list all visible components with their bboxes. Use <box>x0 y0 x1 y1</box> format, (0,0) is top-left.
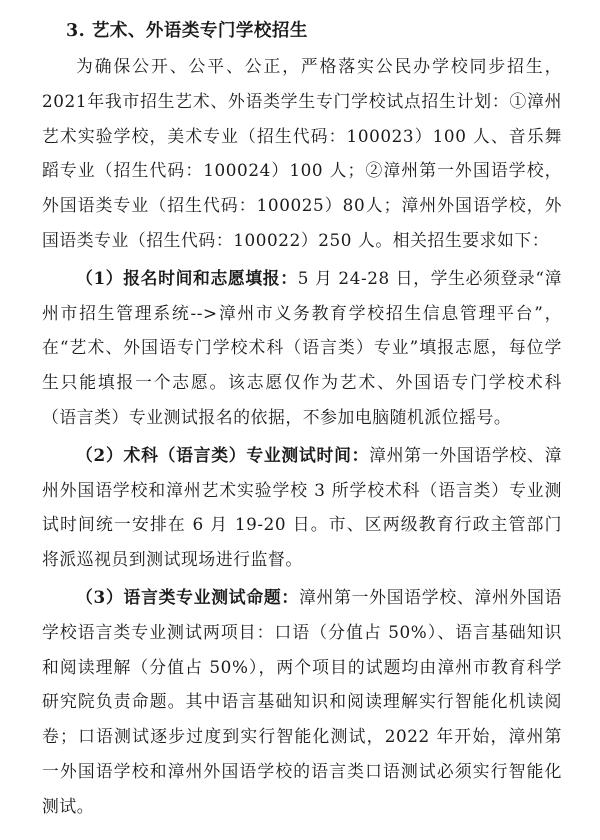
item-2-lead: （2）术科（语言类）专业测试时间： <box>76 444 370 465</box>
item-1-paragraph <box>42 261 562 435</box>
item-2-paragraph <box>42 438 562 577</box>
item-3-lead: （3）语言类专业测试命题： <box>76 586 299 607</box>
item-3-paragraph <box>42 580 562 824</box>
item-1-lead: （1）报名时间和志愿填报： <box>76 267 298 288</box>
item-1-body: 5 月 24-28 日，学生必须登录“漳州市招生管理系统-->漳州市义务教育学校招生信息管理平台”，在“艺术、外国语专门学校术科（语言类）专业”填报志愿，每位学生只能填报一个志愿。该志愿仅作为艺术、外国语专门学校术科（语言类）专业测试报名的依据，不参加电脑随机派位摇号。 <box>42 267 562 427</box>
item-2-body: 漳州第一外国语学校、漳州外国语学校和漳州艺术实验学校 3 所学校术科（语言类）专业测试时间统一安排在 6 月 19-20 日。市、区两级教育行政主管部门将派巡视员到测试现场进行监督。 <box>42 444 562 570</box>
intro-paragraph: 为确保公开、公平、公正，严格落实公民办学校同步招生，2021年我市招生艺术、外语类学生专门学校试点招生计划：①漳州艺术实验学校，美术专业（招生代码：100023）100 人、音乐舞蹈专业（招生代码：100024）100 人；②漳州第一外国语学校，外国语类专业（招生代码：100025）80人；漳州外国语学校，外国语类专业（招生代码：100022）250 人。相关招生要求如下： <box>42 56 562 250</box>
section-heading: 3. 艺术、外语类专门学校招生 <box>66 21 308 41</box>
item-3-body: 漳州第一外国语学校、漳州外国语学校语言类专业测试两项目：口语（分值占 50%）、语言基础知识和阅读理解（分值占 50%），两个项目的试题均由漳州市教育科学研究院负责命题。其中语言基础知识和阅读理解实行智能化机读阅卷；口语测试逐步过度到实行智能化测试，2022 年开始，漳州第一外国语学校和漳州外国语学校的语言类口语测试必须实行智能化测试。 <box>42 586 562 816</box>
